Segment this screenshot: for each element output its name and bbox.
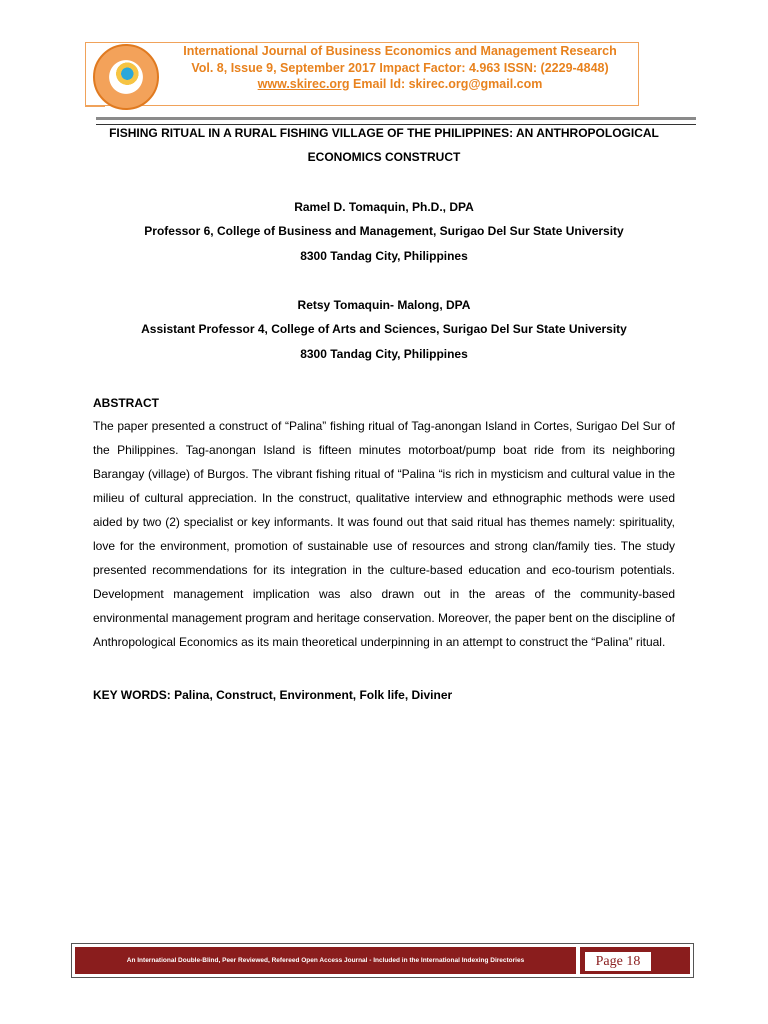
header-divider-thick [96,117,696,120]
paper-title-line1: FISHING RITUAL IN A RURAL FISHING VILLAGE OF THE PHILIPPINES: AN ANTHROPOLOGICAL [109,126,659,140]
header-divider-thin [96,124,696,125]
journal-name: International Journal of Business Economics and Management Research [183,44,617,58]
journal-issue-line: Vol. 8, Issue 9, September 2017 Impact Factor: 4.963 ISSN: (2229-4848) [191,61,609,75]
journal-website-link[interactable]: www.skirec.org [257,77,350,91]
keywords: KEY WORDS: Palina, Construct, Environment, Folk life, Diviner [93,688,453,702]
author-1-name: Ramel D. Tomaquin, Ph.D., DPA [294,200,474,214]
logo-emblem-icon [113,62,139,88]
author-2-name: Retsy Tomaquin- Malong, DPA [297,298,471,312]
author-2-city: 8300 Tandag City, Philippines [300,347,468,361]
paper-title-line2: ECONOMICS CONSTRUCT [307,150,461,164]
author-1-position: Professor 6, College of Business and Management, Surigao Del Sur State University [144,224,624,238]
abstract-heading: ABSTRACT [93,396,159,410]
header-divider-accent [85,106,105,107]
footer-journal-note: An International Double-Blind, Peer Reviewed, Refereed Open Access Journal - Included in the International Indexing Directories [75,947,576,974]
journal-email: Email Id: skirec.org@gmail.com [349,77,543,91]
author-1-city: 8300 Tandag City, Philippines [300,249,468,263]
journal-contact-line [160,77,640,91]
journal-logo [93,44,159,110]
abstract-text: The paper presented a construct of “Palina” fishing ritual of Tag-anongan Island in Cortes, Surigao Del Sur of the Philippines. Tag-anongan Island is fifteen minutes motorboat/pump boat ride from its neighboring Barangay (village) of Burgos. The vibrant fishing ritual of “Palina “is rich in mysticism and cultural value in the milieu of cultural appreciation. In the construct, qualitative interview and ethnographic methods were used aided by two (2) specialist or key informants. It was found out that said ritual has themes namely: spirituality, love for the environment, promotion of sustainable use of resources and strong clan/family ties. The study presented recommendations for its integration in the culture-based education and eco-tourism potentials. Development management implication was also drawn out in the areas of the community-based environmental management program and heritage conservation. Moreover, the paper bent on the discipline of Anthropological Economics as its main theoretical underpinning in an attempt to construct the “Palina” ritual. [93,419,675,649]
page-number: Page 18 [585,952,651,971]
author-2-position: Assistant Professor 4, College of Arts and Sciences, Surigao Del Sur State University [141,322,627,336]
